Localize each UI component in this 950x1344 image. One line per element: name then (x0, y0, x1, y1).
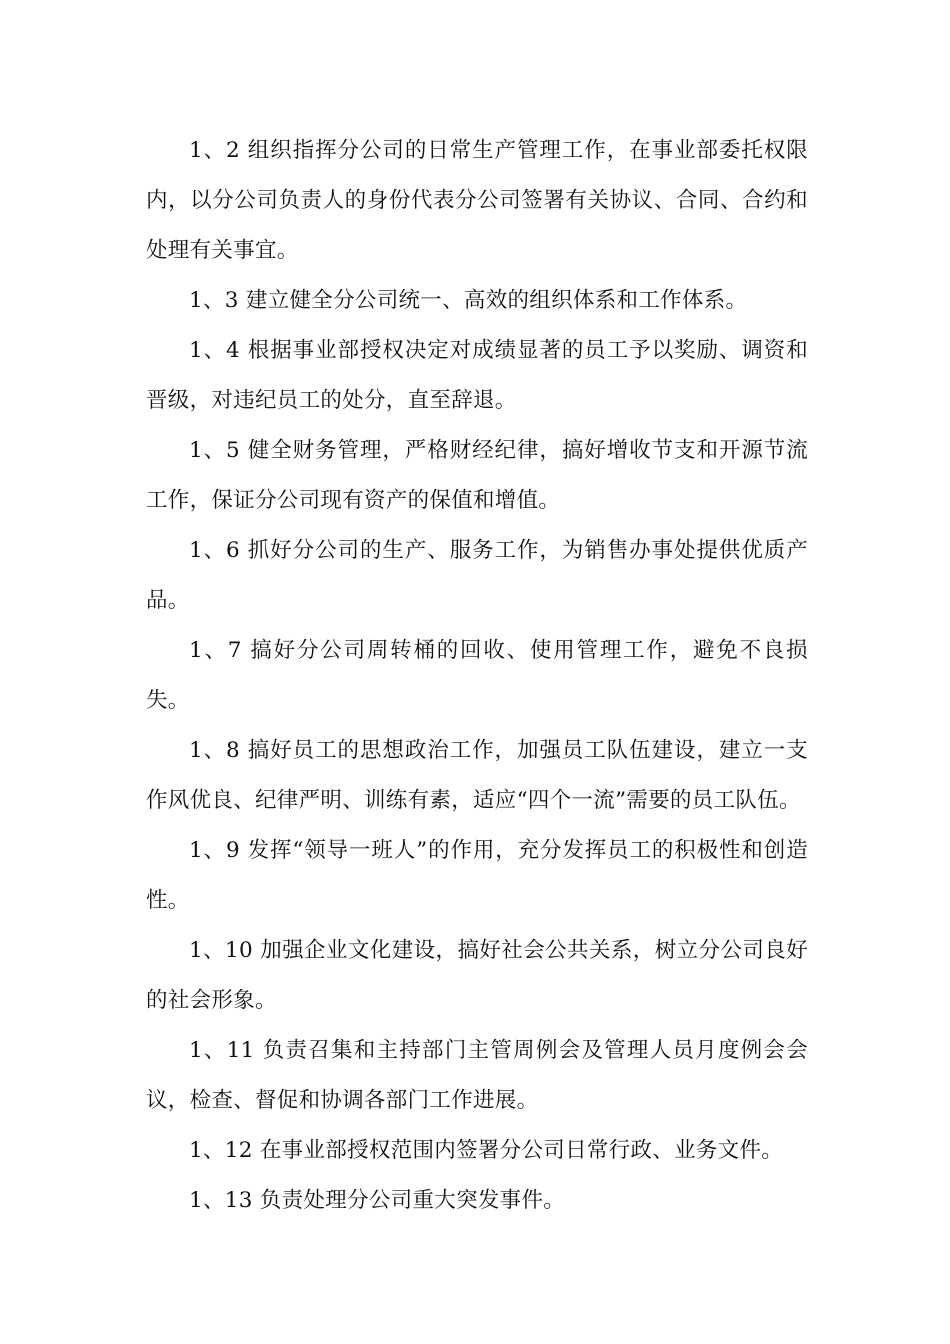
paragraph-1-10: 1、10 加强企业文化建设，搞好社会公共关系，树立分公司良好的社会形象。 (146, 938, 808, 1013)
paragraph-1-7: 1、7 搞好分公司周转桶的回收、使用管理工作，避免不良损失。 (146, 638, 808, 713)
paragraph-1-2: 1、2 组织指挥分公司的日常生产管理工作，在事业部委托权限内，以分公司负责人的身份代表分公司签署有关协议、合同、合约和处理有关事宜。 (146, 138, 808, 263)
paragraph-1-3: 1、3 建立健全分公司统一、高效的组织体系和工作体系。 (189, 288, 748, 313)
paragraph-1-4: 1、4 根据事业部授权决定对成绩显著的员工予以奖励、调资和晋级，对违纪员工的处分，直至辞退。 (146, 338, 808, 413)
paragraph-1-8: 1、8 搞好员工的思想政治工作，加强员工队伍建设，建立一支作风优良、纪律严明、训练有素，适应“四个一流”需要的员工队伍。 (146, 738, 808, 813)
paragraph-1-6: 1、6 抓好分公司的生产、服务工作，为销售办事处提供优质产品。 (146, 538, 808, 613)
paragraph-1-13: 1、13 负责处理分公司重大突发事件。 (189, 1188, 566, 1213)
paragraph-1-11: 1、11 负责召集和主持部门主管周例会及管理人员月度例会会议，检查、督促和协调各部门工作进展。 (146, 1038, 808, 1113)
paragraph-1-12: 1、12 在事业部授权范围内签署分公司日常行政、业务文件。 (189, 1138, 784, 1163)
paragraph-1-9: 1、9 发挥“领导一班人”的作用，充分发挥员工的积极性和创造性。 (146, 838, 808, 913)
paragraph-1-5: 1、5 健全财务管理，严格财经纪律，搞好增收节支和开源节流工作，保证分公司现有资产的保值和增值。 (146, 438, 808, 513)
document-body (146, 126, 808, 1226)
